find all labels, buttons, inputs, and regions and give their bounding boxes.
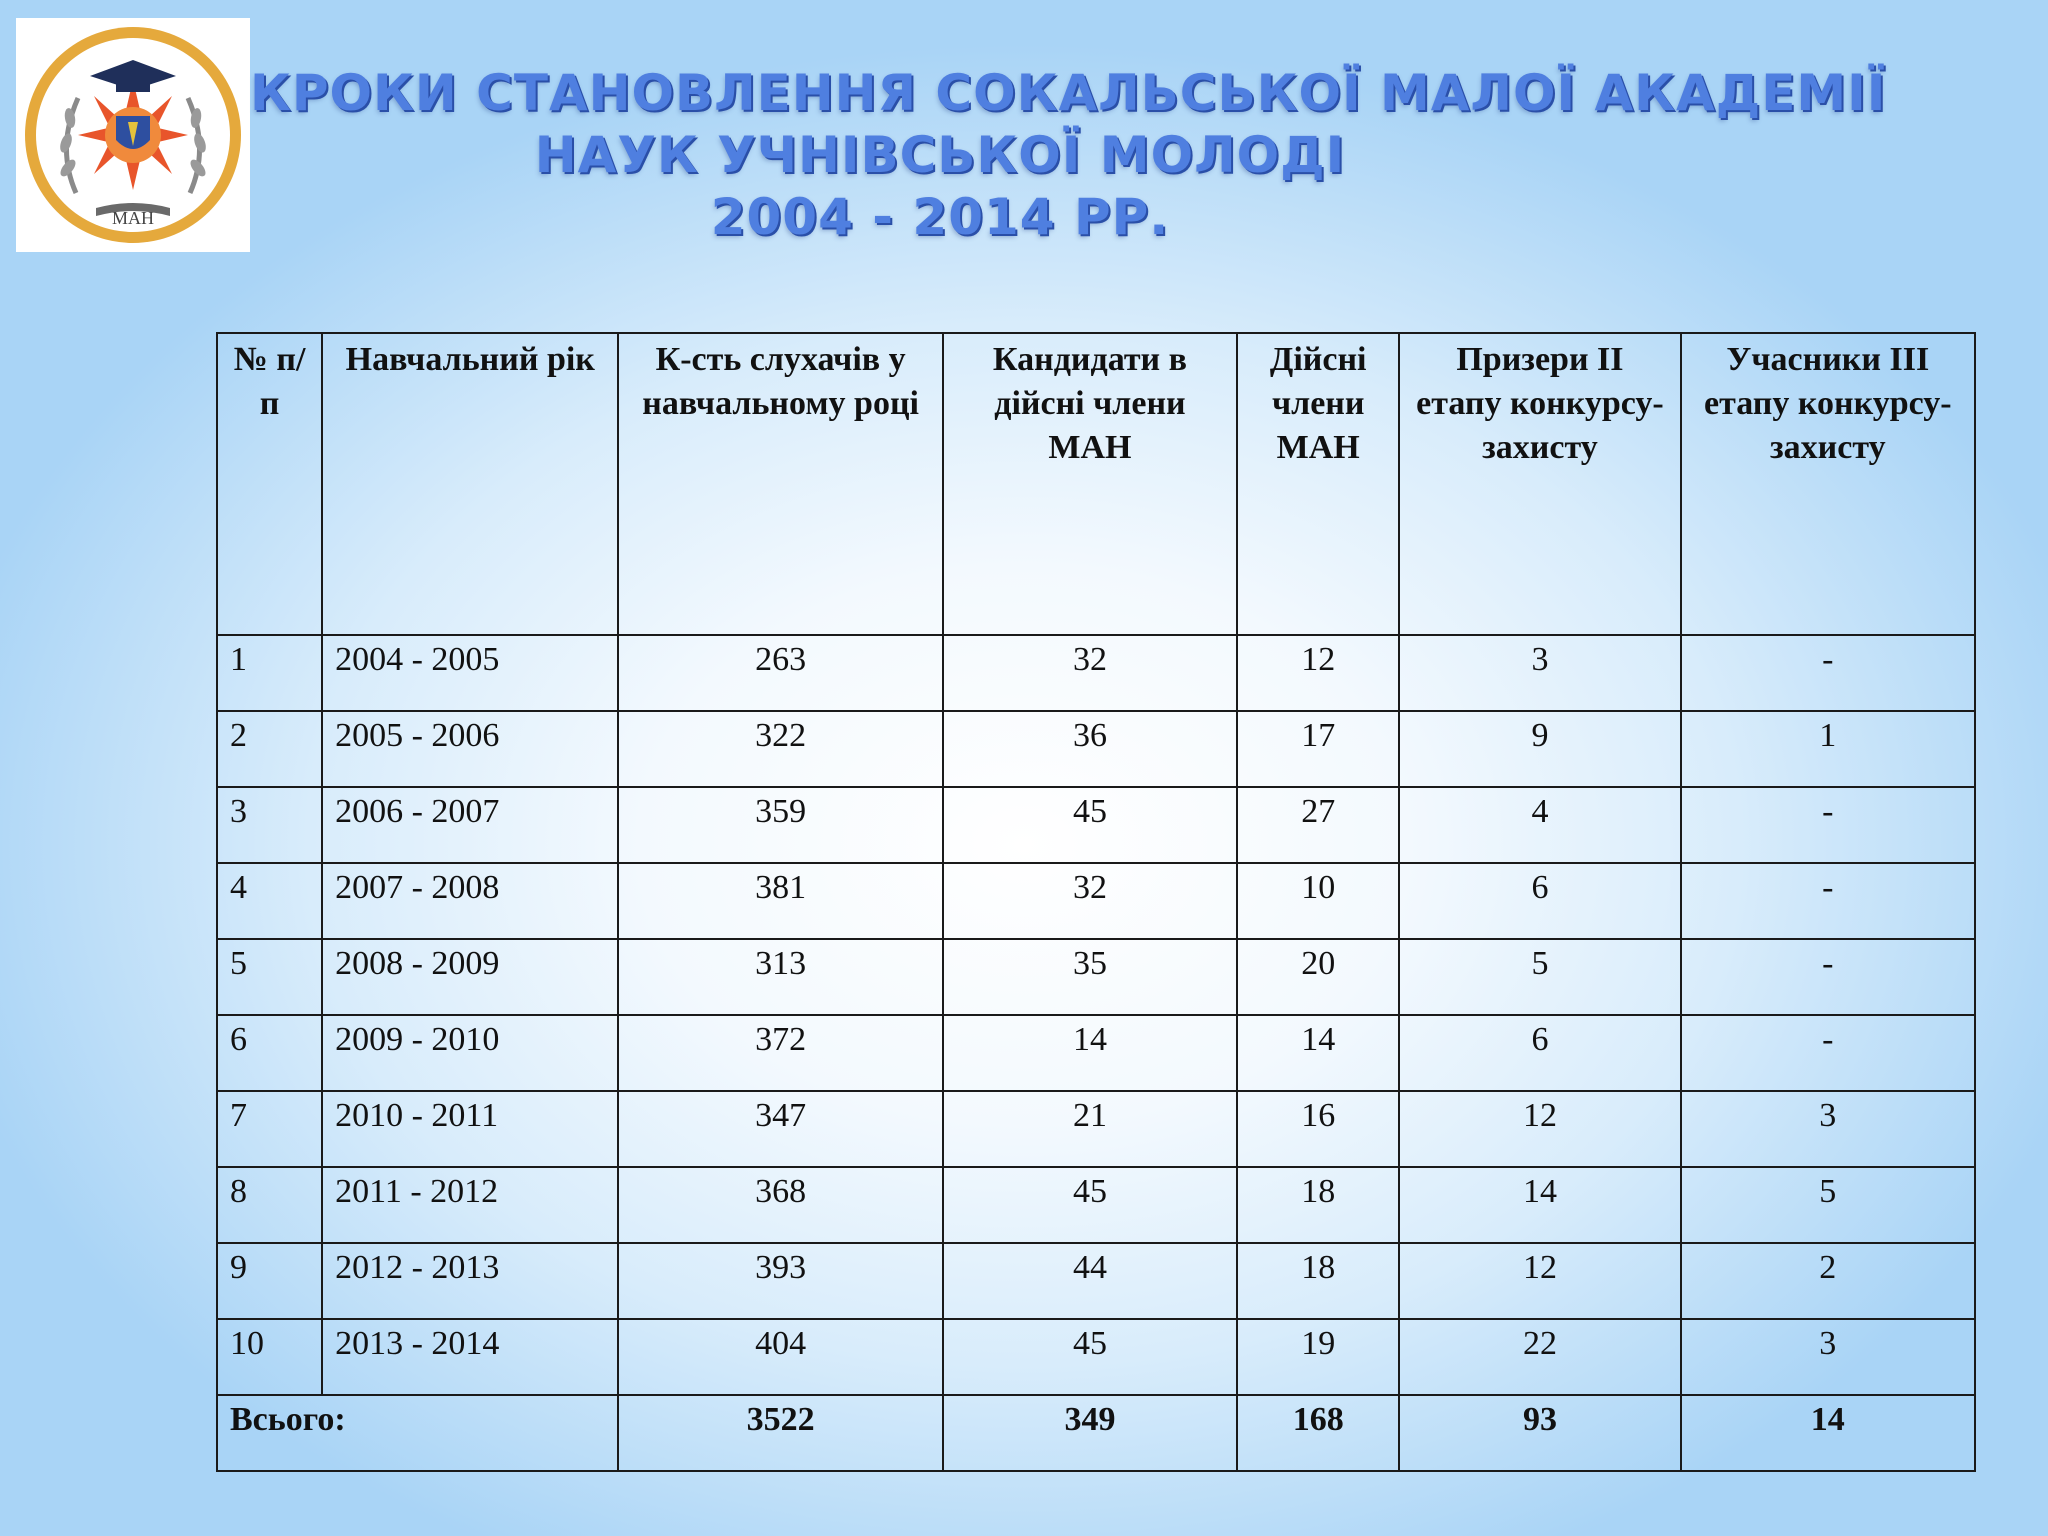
cell-listeners: 322 xyxy=(618,711,942,787)
page-title xyxy=(250,62,1887,248)
cell-stage3: 2 xyxy=(1681,1243,1975,1319)
cell-stage2: 14 xyxy=(1399,1167,1680,1243)
total-stage2: 93 xyxy=(1399,1395,1680,1471)
cell-number: 1 xyxy=(217,635,322,711)
cell-stage2: 22 xyxy=(1399,1319,1680,1395)
table-row xyxy=(217,1091,1975,1167)
cell-number: 9 xyxy=(217,1243,322,1319)
man-logo xyxy=(16,18,250,252)
cell-candidates: 45 xyxy=(943,1167,1237,1243)
table-row xyxy=(217,863,1975,939)
total-label: Всього: xyxy=(217,1395,618,1471)
total-members: 168 xyxy=(1237,1395,1399,1471)
cell-stage3: - xyxy=(1681,635,1975,711)
cell-stage2: 6 xyxy=(1399,1015,1680,1091)
cell-stage3: 3 xyxy=(1681,1319,1975,1395)
cell-candidates: 32 xyxy=(943,635,1237,711)
table-row xyxy=(217,787,1975,863)
man-emblem-icon xyxy=(16,18,250,252)
cell-candidates: 36 xyxy=(943,711,1237,787)
cell-year: 2005 - 2006 xyxy=(322,711,618,787)
cell-year: 2011 - 2012 xyxy=(322,1167,618,1243)
cell-stage3: 5 xyxy=(1681,1167,1975,1243)
table-header-row xyxy=(217,333,1975,635)
cell-candidates: 14 xyxy=(943,1015,1237,1091)
cell-candidates: 32 xyxy=(943,863,1237,939)
cell-stage3: - xyxy=(1681,863,1975,939)
cell-members: 10 xyxy=(1237,863,1399,939)
total-listeners: 3522 xyxy=(618,1395,942,1471)
table-row xyxy=(217,1015,1975,1091)
cell-listeners: 347 xyxy=(618,1091,942,1167)
cell-year: 2007 - 2008 xyxy=(322,863,618,939)
cell-members: 19 xyxy=(1237,1319,1399,1395)
cell-members: 18 xyxy=(1237,1167,1399,1243)
cell-number: 7 xyxy=(217,1091,322,1167)
header-listeners-count: К-сть слухачів у навчальному році xyxy=(618,333,942,635)
cell-listeners: 368 xyxy=(618,1167,942,1243)
cell-candidates: 45 xyxy=(943,787,1237,863)
cell-stage3: - xyxy=(1681,1015,1975,1091)
header-stage2-winners: Призери ІІ етапу конкурсу-захисту xyxy=(1399,333,1680,635)
cell-year: 2010 - 2011 xyxy=(322,1091,618,1167)
cell-stage2: 6 xyxy=(1399,863,1680,939)
cell-stage2: 5 xyxy=(1399,939,1680,1015)
cell-listeners: 313 xyxy=(618,939,942,1015)
cell-year: 2004 - 2005 xyxy=(322,635,618,711)
cell-year: 2012 - 2013 xyxy=(322,1243,618,1319)
cell-listeners: 372 xyxy=(618,1015,942,1091)
header-stage3-participants: Учасники ІІІ етапу конкурсу-захисту xyxy=(1681,333,1975,635)
cell-year: 2008 - 2009 xyxy=(322,939,618,1015)
cell-members: 20 xyxy=(1237,939,1399,1015)
cell-members: 17 xyxy=(1237,711,1399,787)
title-line-3: 2004 - 2014 РР. xyxy=(710,188,1170,246)
table-row xyxy=(217,1243,1975,1319)
table-row xyxy=(217,1319,1975,1395)
cell-number: 2 xyxy=(217,711,322,787)
cell-stage2: 4 xyxy=(1399,787,1680,863)
table-row xyxy=(217,939,1975,1015)
header-full-members: Дійсні члени МАН xyxy=(1237,333,1399,635)
cell-number: 4 xyxy=(217,863,322,939)
title-line-1: КРОКИ СТАНОВЛЕННЯ СОКАЛЬСЬКОЇ МАЛОЇ АКАДЕМІЇ xyxy=(250,64,1887,122)
cell-candidates: 21 xyxy=(943,1091,1237,1167)
cell-listeners: 404 xyxy=(618,1319,942,1395)
svg-text:МАН: МАН xyxy=(111,208,155,228)
table-row xyxy=(217,1167,1975,1243)
header-number: № п/п xyxy=(217,333,322,635)
cell-members: 27 xyxy=(1237,787,1399,863)
cell-number: 3 xyxy=(217,787,322,863)
table-row xyxy=(217,711,1975,787)
cell-members: 12 xyxy=(1237,635,1399,711)
cell-listeners: 263 xyxy=(618,635,942,711)
cell-listeners: 381 xyxy=(618,863,942,939)
header-academic-year: Навчальний рік xyxy=(322,333,618,635)
cell-candidates: 45 xyxy=(943,1319,1237,1395)
cell-stage2: 12 xyxy=(1399,1243,1680,1319)
cell-candidates: 44 xyxy=(943,1243,1237,1319)
header-candidates: Кандидати в дійсні члени МАН xyxy=(943,333,1237,635)
total-stage3: 14 xyxy=(1681,1395,1975,1471)
cell-stage3: - xyxy=(1681,939,1975,1015)
cell-members: 16 xyxy=(1237,1091,1399,1167)
cell-stage2: 3 xyxy=(1399,635,1680,711)
cell-number: 6 xyxy=(217,1015,322,1091)
cell-stage3: 1 xyxy=(1681,711,1975,787)
table-row xyxy=(217,635,1975,711)
cell-year: 2013 - 2014 xyxy=(322,1319,618,1395)
cell-stage2: 12 xyxy=(1399,1091,1680,1167)
cell-members: 18 xyxy=(1237,1243,1399,1319)
cell-number: 10 xyxy=(217,1319,322,1395)
cell-members: 14 xyxy=(1237,1015,1399,1091)
cell-stage2: 9 xyxy=(1399,711,1680,787)
cell-year: 2009 - 2010 xyxy=(322,1015,618,1091)
cell-stage3: - xyxy=(1681,787,1975,863)
cell-candidates: 35 xyxy=(943,939,1237,1015)
cell-number: 5 xyxy=(217,939,322,1015)
cell-number: 8 xyxy=(217,1167,322,1243)
title-line-2: НАУК УЧНІВСЬКОЇ МОЛОДІ xyxy=(534,126,1346,184)
cell-year: 2006 - 2007 xyxy=(322,787,618,863)
table-total-row xyxy=(217,1395,1975,1471)
cell-listeners: 359 xyxy=(618,787,942,863)
total-candidates: 349 xyxy=(943,1395,1237,1471)
cell-stage3: 3 xyxy=(1681,1091,1975,1167)
statistics-table xyxy=(216,332,1976,1472)
cell-listeners: 393 xyxy=(618,1243,942,1319)
